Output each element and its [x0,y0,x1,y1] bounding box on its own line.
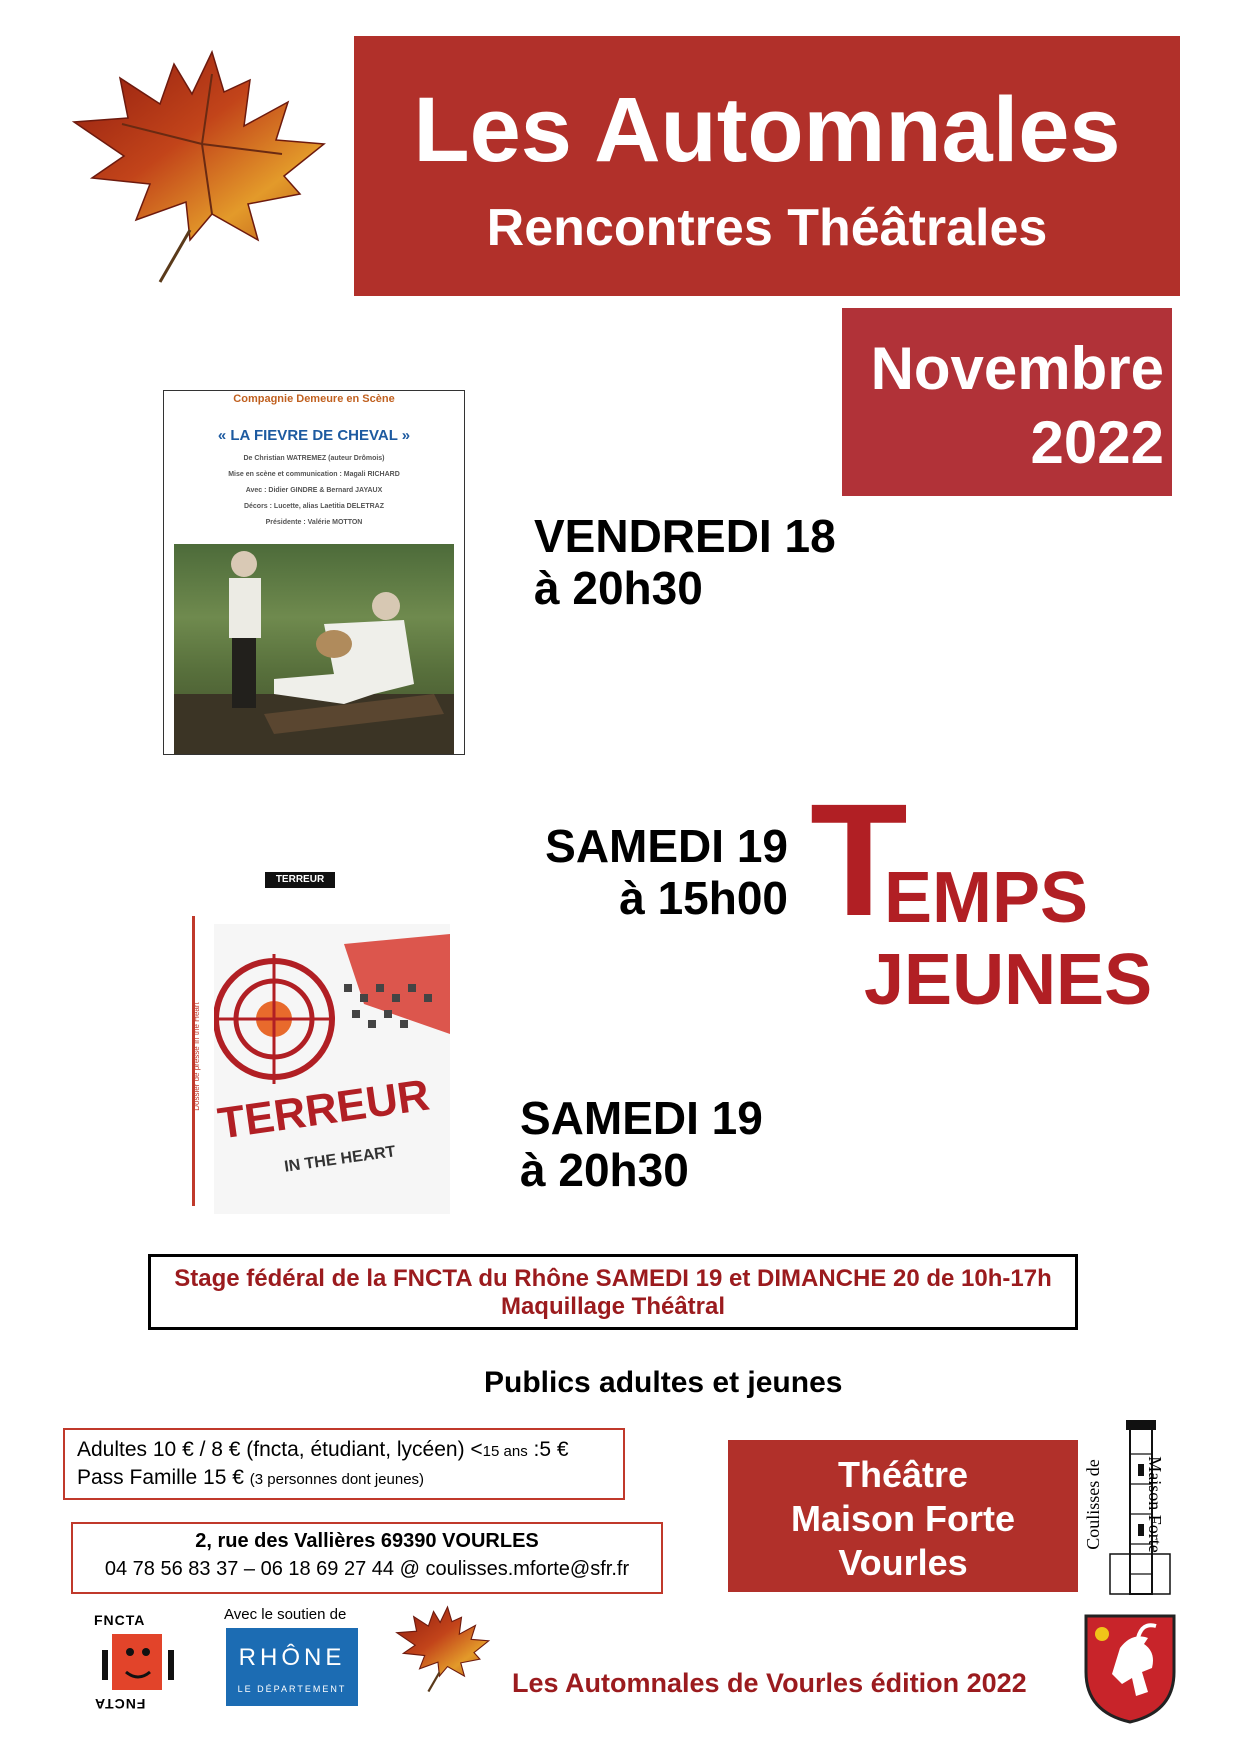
price-small: (3 personnes dont jeunes) [249,1471,425,1488]
audience-heading: Publics adultes et jeunes [484,1366,843,1399]
poster-terreur [170,872,460,1212]
footer-edition: Les Automnales de Vourles édition 2022 [512,1668,1027,1698]
page-title: Les Automnales [413,79,1121,181]
venue-line: Maison Forte [790,1498,1015,1539]
poster-vertical-text: Dossier de presse In the Heart [191,1002,201,1111]
theatre-mask-icon [92,1630,184,1694]
date-day: VENDREDI 18 [534,510,836,562]
poster-art-sub: IN THE HEART [283,1143,397,1176]
price-row-family [77,1466,424,1490]
poster-credit: Mise en scène et communication : Magali RICHARD [228,471,400,478]
price-text: :5 € [527,1438,569,1461]
title-banner [354,36,1180,296]
fncta-logo [92,1612,184,1712]
temps-jeunes-initial: T [810,770,908,949]
poster-photo [174,544,454,754]
price-row-adults [77,1438,569,1462]
month-label: Novembre [870,335,1164,402]
poster-label: TERREUR [265,872,335,888]
prices-box [63,1428,625,1500]
stage-subject: Maquillage Théâtral [500,1293,726,1320]
rhone-name: RHÔNE [238,1644,346,1671]
poster-art-title: TERREUR [214,1070,433,1149]
poster-title: « LA FIEVRE DE CHEVAL » [217,427,411,444]
rhone-logo [226,1628,358,1706]
stage-notice [148,1254,1078,1330]
temps-jeunes-second-word: JEUNES [864,940,1153,1020]
date-block-3 [520,1092,763,1196]
poster-la-fievre-de-cheval [163,390,465,755]
page-subtitle: Rencontres Théâtrales [486,199,1048,257]
rhone-sub: LE DÉPARTEMENT [237,1684,347,1694]
poster-credit: Décors : Lucette, alias Laetitia DELETRAZ [243,503,385,510]
poster-credit: De Christian WATREMEZ (auteur Drômois) [243,455,385,462]
stage-title: Stage fédéral de la FNCTA du Rhône SAMEDI 19 et DIMANCHE 20 de 10h-17h [174,1265,1052,1292]
contact-line: 04 78 56 83 37 – 06 18 69 27 44 @ coulisses.mforte@sfr.fr [104,1558,630,1580]
fncta-text: FNCTA [94,1696,146,1712]
date-block-1 [534,510,836,614]
address-box [71,1522,663,1594]
goat-crest-icon [1082,1612,1178,1724]
maple-leaf-icon [392,1604,492,1696]
venue-line: Théâtre [837,1454,969,1495]
address-street: 2, rue des Vallières 69390 VOURLES [195,1530,539,1552]
date-time: à 20h30 [534,562,703,614]
date-day: SAMEDI 19 [545,820,788,872]
price-small: 15 ans [482,1443,528,1460]
date-time: à 20h30 [520,1144,689,1196]
maple-leaf-icon [62,44,332,294]
price-text: Adultes 10 € / 8 € (fncta, étudiant, lycéen) < [77,1438,483,1461]
venue-line: Vourles [838,1542,968,1583]
sponsor-caption: Avec le soutien de [224,1606,347,1623]
price-text: Pass Famille 15 € [77,1466,250,1489]
date-day: SAMEDI 19 [520,1092,763,1144]
poster-company: Compagnie Demeure en Scène [233,393,395,405]
date-time: à 15h00 [619,872,788,924]
year-label: 2022 [1030,409,1164,476]
poster-credit: Avec : Didier GINDRE & Bernard JAYAUX [245,487,383,494]
tower-caption-left: Coulisses de [1082,1459,1103,1550]
venue-banner [728,1440,1078,1592]
poster-credit: Présidente : Valérie MOTTON [265,519,363,526]
date-block-2 [520,820,788,924]
fncta-text: FNCTA [94,1612,146,1628]
month-banner [842,308,1172,496]
tower-icon [1082,1404,1180,1600]
temps-jeunes-word: EMPS [884,858,1089,938]
tower-caption-right: Maison Forte [1144,1456,1165,1553]
poster-artwork [214,924,450,1214]
